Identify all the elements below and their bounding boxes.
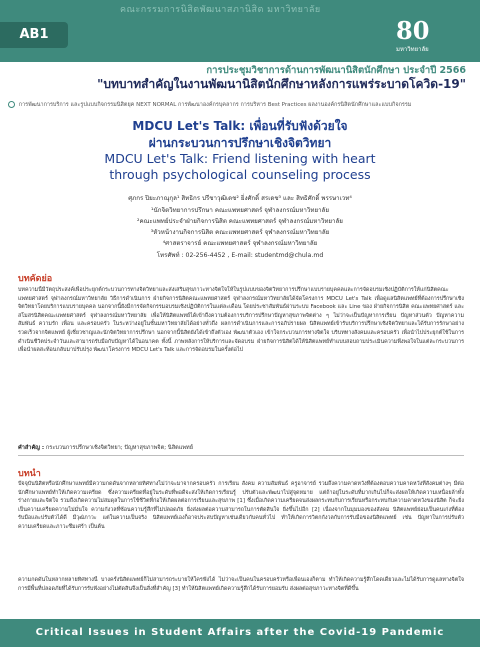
conference-theme: "บทบาทสำคัญในงานพัฒนานิสิตนักศึกษาหลังการแพร่ระบาดโควิด-19" [97, 77, 466, 91]
abstract-heading: บทคัดย่อ [18, 274, 53, 284]
paper-title-en-2: through psychological counseling process [109, 167, 371, 182]
keywords-label: คำสำคัญ : [18, 445, 45, 451]
intro-paragraph-1: ปัจจุบันนิสิตหรือนักศึกษาแพทย์มีความกดดันจากหลายทิศทางไม่ว่าจะมาจากครอบครัว การเรียน สังคม ความสัมพันธ์ ครูอาจารย์ รวมถึงความคาดหวังที่ต้องตอบความคาดหวังที่สังคมต่างๆ มีต่อนักศึกษาแพทย์ทำให้เกิดความเครียด ซึ่งความเครียดที่อยู่ในระดับที่พอดีจะส่งให้เกิดการเรียนรู้ ปรับตัวและพัฒนาไปสู่จุดหมาย แต่ถ้าอยู่ในระดับที่มากเกินไปก็จะส่งผลให้เกิดความเหนื่อยล้าทั้งร่างกายและจิตใจ รวมถึงเกิดความไม่สมดุลในการใช้ชีวิตที่ก่อให้เกิดผลต่อการเรียนและสุขภาพ [1] ซึ่งเมื่อเกิดความเครียดจนส่งผลกระทบกับการเรียนหรือกระทบกับความคาดหวังของนิสิต ก็จะยิ่งเป็นความเครียดความไม่มั่นใจ ความกังวลที่ซ้อนความรู้สึกที่ไม่ปลอดภัย ยิ่งส่งผลต่อความสามารถในการตัดสินใจ ยิ่งขึ้นไปอีก [2] เนื่องจากในมุมมองของสังคม นิสิตแพทย์ย่อมเป็นคนเก่งที่ต้องรับมือและปรับตัวได้ดี มีวุฒิภาวะ แต่ในความเป็นจริง นิสิตแพทย์เองก็อาจประสบปัญหาเช่นเดียวกับคนทั่วไป ทำให้เกิดการวิตกกังวลกับการรับมือของนิสิตแพทย์ เช่น ปัญหาในการปรับตัว ความเครียดและภาวะซึมเศร้า เป็นต้น [18, 481, 464, 530]
subtheme-text: การพัฒนาการบริการ และรูปแบบกิจกรรมนิสิตยุค NEXT NORMAL การพัฒนาองค์กรบุคลากร การบริหาร Best Practices ผลงานองค์กรนิสิตนักศึกษาและแบบกิจกรรม [18, 102, 412, 108]
paper-title-thai-1: MDCU Let's Talk: เพื่อนที่รับฟังด้วยใจ [132, 119, 348, 133]
affiliation-1: ¹นักจิตวิทยาการปรึกษา คณะแพทยศาสตร์ จุฬาลงกรณ์มหาวิทยาลัย [151, 207, 329, 214]
footer-banner: Critical Issues in Student Affairs after the Covid-19 Pandemic [0, 619, 480, 647]
abstract-text: บทความนี้มีวัตถุประสงค์เพื่อประยุกต์กระบวนการทางจิตวิทยาและส่งเสริมสุขภาวะทางจิตใจให้ในรูปแบบของจิตวิทยาการปรึกษาแบบรายบุคคลและการจัดอบรมเชิงปฏิบัติการให้แก่นิสิตคณะแพทยศาสตร์ จุฬาลงกรณ์มหาวิทยาลัย วิธีการดำเนินการ ฝ่ายกิจการนิสิตคณะแพทยศาสตร์ จุฬาลงกรณ์มหาวิทยาลัยได้จัดโครงการ MDCU Let's Talk เพื่อดูแลนิสิตแพทย์ที่ต้องการปรึกษาเชิงจิตวิทยาโดยบริการแบบรายบุคคล นอกจากนี้ยังมีการจัดกิจกรรมอบรมเชิงปฏิบัติการในแต่ละเดือน โดยประชาสัมพันธ์ผ่านระบบ Facebook และ Line ของ ฝ่ายกิจการนิสิต คณะแพทยศาสตร์ และสโมสรนิสิตคณะแพทยศาสตร์ จุฬาลงกรณ์มหาวิทยาลัย เพื่อให้นิสิตแพทย์ได้เข้าถึงความต้องการบริการปรึกษาปัญหาสุขภาพจิตต่าง ๆ ไม่ว่าจะเป็นปัญหาการเรียน ปัญหาส่วนตัว ปัญหาความสัมพันธ์ ความรัก เพื่อน และครอบครัว ในระหว่างอยู่ในชั้นมหาวิทยาลัยได้อย่างทั่วถึง ผลการดำเนินการและการอภิปรายผล นิสิตแพทย์เข้ารับบริการปรึกษาเชิงจิตวิทยาและได้รับการรักษาอย่างรวดเร็วจากจิตแพทย์ ผู้เชี่ยวชาญและนักจิตวิทยาการปรึกษา นอกจากนี้นิสิตยังได้เข้าถึงตัวเอง พัฒนาตัวเอง เข้าใจกระบวนการทางจิตใจ บริบททางสังคมและครอบครัว เพื่อนำไปประยุกต์ใช้ในการดำเนินชีวิตประจำวันและสามารถรับมือกับปัญหาได้ในอนาคต ทั้งนี้ ภาพหลังการให้บริการและจัดอบรม ฝ่ายกิจการนิสิตได้ให้นิสิตแพทย์ทำแบบสอบถามประเมินความพึงพอใจในแต่ละกระบวนการเพื่อนำผลสะท้อนกลับมาปรับปรุง พัฒนาโครงการ MDCU Let's Talk และการจัดอบรมในครั้งต่อไป [18, 287, 464, 354]
bullet-icon [8, 101, 15, 108]
affiliation-2: ²คณะแพทย์ประจำฝ่ายกิจการนิสิต คณะแพทยศาสตร์ จุฬาลงกรณ์มหาวิทยาลัย [137, 218, 343, 225]
logo-number: 80 [396, 16, 430, 45]
affiliation-3: ³หัวหน้างานกิจการนิสิต คณะแพทยศาสตร์ จุฬาลงกรณ์มหาวิทยาลัย [150, 229, 330, 236]
paper-title-en-1: MDCU Let's Talk: Friend listening with heart [104, 151, 376, 166]
intro-heading: บทนำ [18, 469, 41, 479]
author-names: ศุภกร ปิยะภาณุกุล¹ สิทธิกร ปรีชาวุฒิเดช² ยิ่งศักดิ์ สรเดช³ และ สิทธิศักดิ์ พรรษาเวท⁴ [128, 195, 352, 202]
contact-info: โทรศัพท์ : 02-256-4452 , E-mail: studentmd@chula.md [156, 252, 324, 259]
conference-title: การประชุมวิชาการด้านการพัฒนานิสิตนักศึกษา ประจำปี 2566 [206, 65, 466, 76]
paper-title-thai-2: ผ่านกระบวนการปรึกษาเชิงจิตวิทยา [148, 136, 332, 150]
keywords [18, 444, 464, 452]
header-watermark: คณะกรรมการนิสิตพัฒนาสภานิสิต มหาวิทยาลัย [120, 5, 321, 15]
keywords-text: กระบวนการปรึกษาเชิงจิตวิทยา; ปัญหาสุขภาพจิต; นิสิตแพทย์ [45, 445, 193, 451]
logo-caption: มหาวิทยาลัย [396, 46, 429, 53]
subtheme-list [6, 101, 476, 109]
affiliation-4: ⁴ศาสตราจารย์ คณะแพทยศาสตร์ จุฬาลงกรณ์มหาวิทยาลัย [162, 240, 318, 247]
paper-code-tab: AB1 [0, 22, 68, 48]
divider [18, 455, 464, 456]
intro-paragraph-2: ความกดดันในหลากหลายทิศทางนี้ บางครั้งนิสิตแพทย์ก็ไม่สามารถระบายให้ใครฟังได้ ไม่ว่าจะเป็นคนในครอบครัวหรือเพื่อนเองก็ตาม ทำให้เกิดความรู้สึกโดดเดี่ยวและไม่ได้รับการดูแลทางจิตใจ การมีพื้นที่ปลอดภัยที่ได้รับการรับฟังอย่างไม่ตัดสินจึงเป็นสิ่งที่สำคัญ [3] ทำให้นิสิตแพทย์เกิดความรู้สึกได้รับการยอมรับ ส่งผลต่อสุขภาวะทางจิตที่ดีขึ้น [18, 577, 464, 592]
anniversary-logo [396, 16, 470, 56]
